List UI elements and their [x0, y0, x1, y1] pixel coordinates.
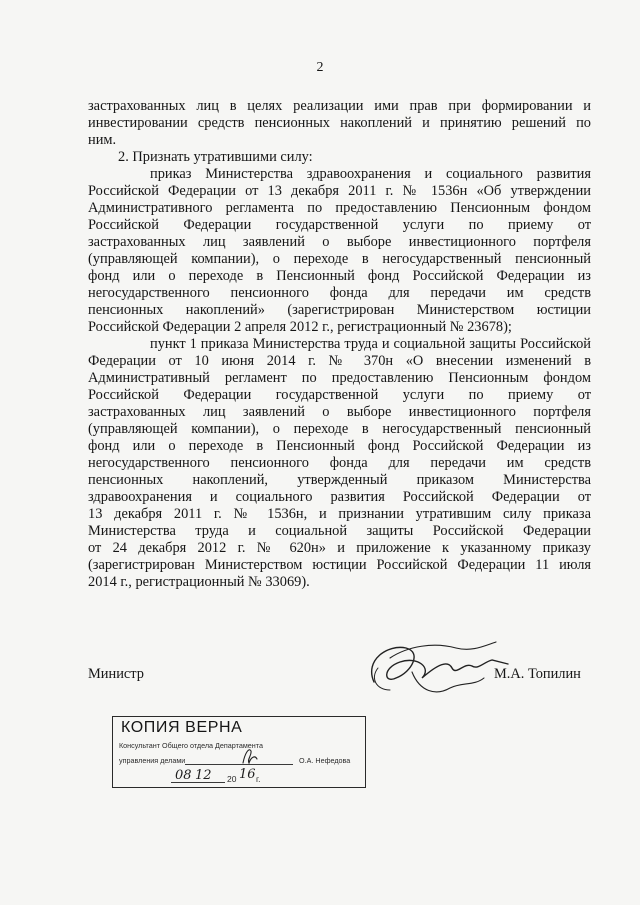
stamp-date-line [171, 782, 225, 783]
signatory-title: Министр [88, 666, 144, 682]
paragraph-3-line: застрахованных лиц заявлений о выборе инвестиционного портфеля [88, 234, 591, 250]
stamp-date-unit: г. [256, 774, 261, 784]
paragraph-4-line: застрахованных лиц заявлений о выборе инвестиционного портфеля [88, 404, 591, 420]
page-number: 2 [316, 60, 324, 75]
paragraph-4-line: пенсионных накоплений, утвержденный приказом Министерства [88, 472, 591, 488]
paragraph-4-line: здравоохранения и социального развития Российской Федерации от [88, 489, 591, 505]
paragraph-4-line: (зарегистрирован Министерством юстиции Российской Федерации 11 июля [88, 557, 591, 573]
stamp-heading: КОПИЯ ВЕРНА [121, 719, 243, 736]
paragraph-3-line: пенсионных накоплений» (зарегистрирован Министерством юстиции [88, 302, 591, 318]
paragraph-4-line: Министерства труда и социальной защиты Российской Федерации [88, 523, 591, 539]
stamp-date-month: 12 [195, 768, 212, 783]
paragraph-4-line: пункт 1 приказа Министерства труда и социальной защиты Российской [150, 336, 591, 352]
paragraph-3-line: Российской Федерации государственной услуги по приему от [88, 217, 591, 233]
paragraph-3-line: (управляющей компании), о переходе в негосударственный пенсионный [88, 251, 591, 267]
paragraph-3-line: Административного регламента по предоставлению Пенсионным фондом [88, 200, 591, 216]
paragraph-3-line: негосударственного пенсионного фонда для передачи им средств [88, 285, 591, 301]
stamp-date-year: 16 [239, 767, 256, 782]
paragraph-1-line: инвестировании средств пенсионных накоплений и принятию решений по [88, 115, 591, 131]
paragraph-4-line: 2014 г., регистрационный № 33069). [88, 574, 310, 590]
stamp-position: Консультант Общего отдела Департамента [119, 741, 263, 750]
stamp-initials-signature [239, 745, 259, 767]
stamp-signer-name: О.А. Нефедова [299, 756, 351, 765]
paragraph-4-line: от 24 декабря 2012 г. № 620н» и приложение к указанному приказу [88, 540, 591, 556]
paragraph-4-line: 13 декабря 2011 г. № 1536н, и признании утратившим силу приказа [88, 506, 591, 522]
paragraph-1-line: ним. [88, 132, 117, 148]
paragraph-4-line: Федерации от 10 июня 2014 г. № 370н «О внесении изменений в [88, 353, 591, 369]
stamp-department: управления делами [119, 756, 186, 765]
paragraph-3-line: Российской Федерации от 13 декабря 2011 г. № 1536н «Об утверждении [88, 183, 591, 199]
paragraph-3-line: Российской Федерации 2 апреля 2012 г., регистрационный № 23678); [88, 319, 512, 335]
paragraph-4-line: Административный регламент по предоставлению Пенсионным фондом [88, 370, 591, 386]
handwritten-signature [360, 638, 510, 700]
paragraph-4-line: негосударственного пенсионного фонда для передачи им средств [88, 455, 591, 471]
signatory-name: М.А. Топилин [494, 666, 581, 682]
copy-certification-stamp [112, 716, 366, 788]
paragraph-4-line: Российской Федерации государственной услуги по приему от [88, 387, 591, 403]
stamp-date-year-prefix: 20 [227, 774, 237, 784]
paragraph-1-line: застрахованных лиц в целях реализации ими прав при формировании и [88, 98, 591, 114]
paragraph-4-line: фонд или о переходе в Пенсионный фонд Российской Федерации из [88, 438, 591, 454]
paragraph-3-line: фонд или о переходе в Пенсионный фонд Российской Федерации из [88, 268, 591, 284]
paragraph-2-heading: 2. Признать утратившими силу: [118, 149, 313, 165]
paragraph-4-line: (управляющей компании), о переходе в негосударственный пенсионный [88, 421, 591, 437]
paragraph-3-line: приказ Министерства здравоохранения и социального развития [150, 166, 591, 182]
stamp-date-day: 08 [175, 768, 192, 783]
